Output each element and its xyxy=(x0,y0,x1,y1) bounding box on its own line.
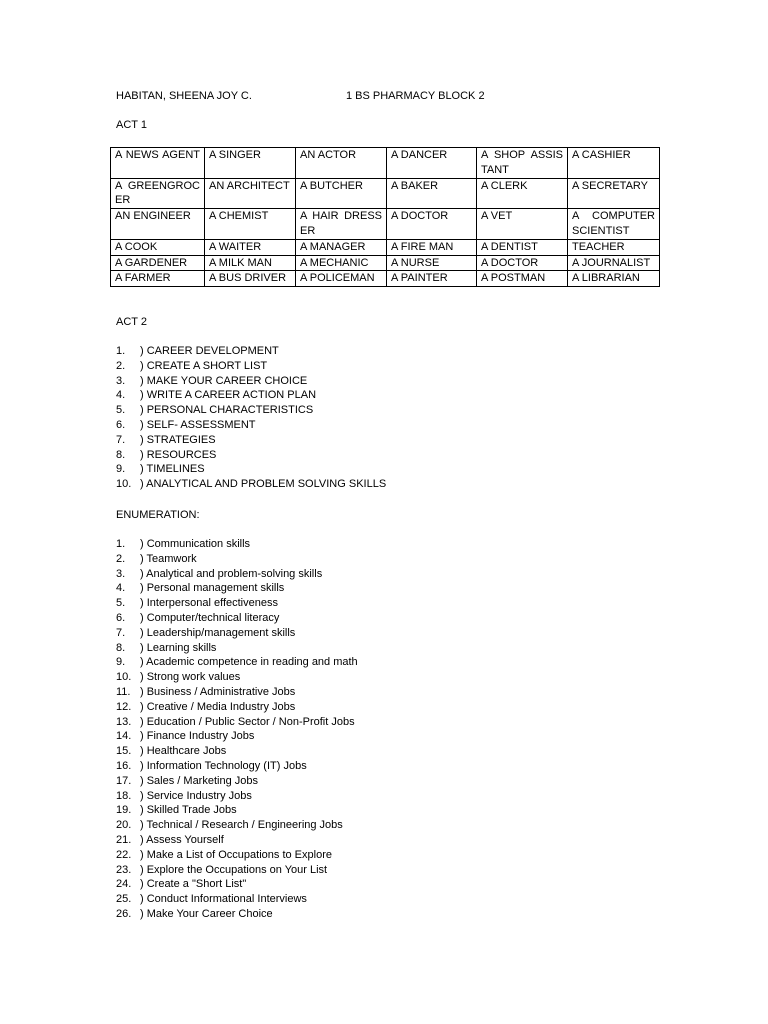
table-cell: A COMPUTER SCIENTIST xyxy=(568,209,660,240)
list-item xyxy=(116,462,386,477)
list-item xyxy=(116,403,386,418)
list-item xyxy=(116,863,358,878)
table-cell: A PAINTER xyxy=(387,271,477,287)
list-item xyxy=(116,774,358,789)
list-item-number: 7. xyxy=(116,626,126,639)
table-row xyxy=(111,255,660,271)
list-item-text: ) Personal management skills xyxy=(140,582,285,595)
list-item-text: ) Communication skills xyxy=(140,538,251,550)
list-item-number: 19. xyxy=(116,804,132,817)
table-cell: A GREENGROCER xyxy=(111,178,205,209)
list-item-text: ) Strong work values xyxy=(140,671,241,684)
table-row xyxy=(111,148,660,179)
table-cell: A MECHANIC xyxy=(296,255,387,271)
list-item-number: 8. xyxy=(116,448,126,461)
list-item xyxy=(116,448,386,463)
table-cell: A GARDENER xyxy=(111,255,205,271)
list-item xyxy=(116,759,358,774)
list-item-text: ) CREATE A SHORT LIST xyxy=(140,359,268,372)
table-cell: AN ACTOR xyxy=(296,148,387,179)
list-item-text: ) STRATEGIES xyxy=(140,433,216,446)
table-cell: TEACHER xyxy=(568,239,660,255)
list-item-text: ) MAKE YOUR CAREER CHOICE xyxy=(140,374,308,387)
list-item-number: 15. xyxy=(116,745,132,758)
document-header xyxy=(116,89,676,105)
list-item-number: 7. xyxy=(116,433,126,446)
table-cell: A NEWS AGENT xyxy=(111,148,205,179)
list-item-text: ) CAREER DEVELOPMENT xyxy=(140,345,279,357)
list-item-text: ) Technical / Research / Engineering Jobs xyxy=(140,819,343,832)
list-item-text: ) TIMELINES xyxy=(140,463,205,476)
table-cell: A DOCTOR xyxy=(477,255,568,271)
student-name: HABITAN, SHEENA JOY C. xyxy=(116,90,252,102)
list-item-number: 2. xyxy=(116,359,126,372)
table-cell: A DOCTOR xyxy=(387,209,477,240)
list-item-text: ) SELF- ASSESSMENT xyxy=(140,418,256,431)
table-cell: A WAITER xyxy=(205,239,296,255)
table-cell: A NURSE xyxy=(387,255,477,271)
list-item xyxy=(116,611,358,626)
table-cell: A FARMER xyxy=(111,271,205,287)
list-item-number: 10. xyxy=(116,478,132,491)
list-item xyxy=(116,729,358,744)
list-item-text: ) Creative / Media Industry Jobs xyxy=(140,700,296,713)
list-item xyxy=(116,626,358,641)
list-item-text: ) RESOURCES xyxy=(140,448,217,461)
list-item-number: 21. xyxy=(116,833,132,846)
list-item xyxy=(116,433,386,448)
table-cell: A MANAGER xyxy=(296,239,387,255)
list-item xyxy=(116,907,358,922)
list-item xyxy=(116,670,358,685)
table-cell: A SECRETARY xyxy=(568,178,660,209)
list-item-number: 3. xyxy=(116,374,126,387)
list-item xyxy=(116,581,358,596)
list-item-text: ) Make Your Career Choice xyxy=(140,907,273,920)
list-item-text: ) Learning skills xyxy=(140,641,217,654)
list-item-number: 4. xyxy=(116,389,126,402)
list-item-number: 8. xyxy=(116,641,126,654)
list-item xyxy=(116,818,358,833)
list-item xyxy=(116,700,358,715)
list-item xyxy=(116,552,358,567)
list-item-text: ) Healthcare Jobs xyxy=(140,745,227,758)
list-item-number: 5. xyxy=(116,404,126,417)
table-cell: A BAKER xyxy=(387,178,477,209)
list-item xyxy=(116,833,358,848)
list-item-text: ) Leadership/management skills xyxy=(140,626,296,639)
list-item-text: ) Business / Administrative Jobs xyxy=(140,685,296,698)
table-cell: A COOK xyxy=(111,239,205,255)
table-cell: A POLICEMAN xyxy=(296,271,387,287)
table-cell: A HAIR DRESSER xyxy=(296,209,387,240)
act2-heading: ACT 2 xyxy=(116,316,147,328)
list-item-text: ) Teamwork xyxy=(140,552,197,565)
list-item-text: ) Academic competence in reading and math xyxy=(140,656,358,669)
list-item xyxy=(116,685,358,700)
list-item-number: 26. xyxy=(116,907,132,920)
enumeration-list xyxy=(116,537,358,922)
list-item-text: ) Computer/technical literacy xyxy=(140,611,280,624)
list-item-number: 5. xyxy=(116,597,126,610)
list-item-number: 12. xyxy=(116,700,132,713)
list-item-text: ) Create a "Short List" xyxy=(140,878,247,891)
list-item-text: ) Information Technology (IT) Jobs xyxy=(140,759,307,772)
table-cell: A SINGER xyxy=(205,148,296,179)
table-cell: A SHOP ASSISTANT xyxy=(477,148,568,179)
list-item-number: 1. xyxy=(116,538,126,550)
list-item xyxy=(116,744,358,759)
list-item-number: 10. xyxy=(116,671,132,684)
act2-list xyxy=(116,344,386,492)
list-item xyxy=(116,344,386,359)
list-item xyxy=(116,641,358,656)
list-item-number: 17. xyxy=(116,774,132,787)
list-item-number: 14. xyxy=(116,730,132,743)
list-item xyxy=(116,848,358,863)
list-item-number: 13. xyxy=(116,715,132,728)
list-item-number: 23. xyxy=(116,863,132,876)
list-item-number: 11. xyxy=(116,685,131,698)
list-item-text: ) Skilled Trade Jobs xyxy=(140,804,237,817)
list-item xyxy=(116,789,358,804)
list-item-number: 2. xyxy=(116,552,126,565)
list-item-text: ) Explore the Occupations on Your List xyxy=(140,863,328,876)
list-item-number: 25. xyxy=(116,893,132,906)
list-item-text: ) Interpersonal effectiveness xyxy=(140,597,278,610)
list-item-number: 20. xyxy=(116,819,132,832)
course-block: 1 BS PHARMACY BLOCK 2 xyxy=(346,90,485,102)
list-item xyxy=(116,374,386,389)
enumeration-heading: ENUMERATION: xyxy=(116,509,200,521)
list-item-number: 9. xyxy=(116,463,126,476)
list-item-text: ) Finance Industry Jobs xyxy=(140,730,255,743)
list-item xyxy=(116,877,358,892)
list-item-text: ) Assess Yourself xyxy=(140,833,224,846)
table-cell: A FIRE MAN xyxy=(387,239,477,255)
list-item-number: 6. xyxy=(116,611,126,624)
occupations-table-body xyxy=(111,148,660,287)
list-item xyxy=(116,388,386,403)
table-row xyxy=(111,271,660,287)
list-item-text: ) ANALYTICAL AND PROBLEM SOLVING SKILLS xyxy=(140,478,387,491)
list-item-text: ) Make a List of Occupations to Explore xyxy=(140,848,332,861)
list-item-text: ) WRITE A CAREER ACTION PLAN xyxy=(140,389,317,402)
list-item xyxy=(116,715,358,730)
table-cell: A MILK MAN xyxy=(205,255,296,271)
list-item-number: 9. xyxy=(116,656,126,669)
list-item xyxy=(116,477,386,492)
act1-heading: ACT 1 xyxy=(116,119,147,131)
table-cell: AN ENGINEER xyxy=(111,209,205,240)
table-cell: A POSTMAN xyxy=(477,271,568,287)
table-cell: A VET xyxy=(477,209,568,240)
list-item-number: 16. xyxy=(116,759,132,772)
list-item xyxy=(116,803,358,818)
table-row xyxy=(111,178,660,209)
list-item-number: 6. xyxy=(116,418,126,431)
table-cell: AN ARCHITECT xyxy=(205,178,296,209)
list-item-text: ) Analytical and problem-solving skills xyxy=(140,567,323,580)
table-row xyxy=(111,239,660,255)
table-cell: A DENTIST xyxy=(477,239,568,255)
list-item-text: ) Education / Public Sector / Non-Profit Jobs xyxy=(140,715,355,728)
list-item xyxy=(116,892,358,907)
list-item-number: 22. xyxy=(116,848,132,861)
table-cell: A CASHIER xyxy=(568,148,660,179)
table-cell: A JOURNALIST xyxy=(568,255,660,271)
table-cell: A BUS DRIVER xyxy=(205,271,296,287)
occupations-table xyxy=(110,147,660,287)
table-cell: A DANCER xyxy=(387,148,477,179)
list-item-text: ) Sales / Marketing Jobs xyxy=(140,774,258,787)
list-item-text: ) Service Industry Jobs xyxy=(140,789,252,802)
list-item xyxy=(116,418,386,433)
list-item xyxy=(116,537,358,552)
list-item-number: 3. xyxy=(116,567,126,580)
table-cell: A CHEMIST xyxy=(205,209,296,240)
list-item-number: 1. xyxy=(116,345,126,357)
table-cell: A LIBRARIAN xyxy=(568,271,660,287)
table-cell: A BUTCHER xyxy=(296,178,387,209)
list-item-number: 24. xyxy=(116,878,132,891)
list-item-text: ) PERSONAL CHARACTERISTICS xyxy=(140,404,314,417)
table-row xyxy=(111,209,660,240)
list-item-number: 18. xyxy=(116,789,132,802)
list-item xyxy=(116,567,358,582)
list-item-text: ) Conduct Informational Interviews xyxy=(140,893,307,906)
table-cell: A CLERK xyxy=(477,178,568,209)
list-item-number: 4. xyxy=(116,582,126,595)
list-item xyxy=(116,359,386,374)
list-item xyxy=(116,655,358,670)
list-item xyxy=(116,596,358,611)
